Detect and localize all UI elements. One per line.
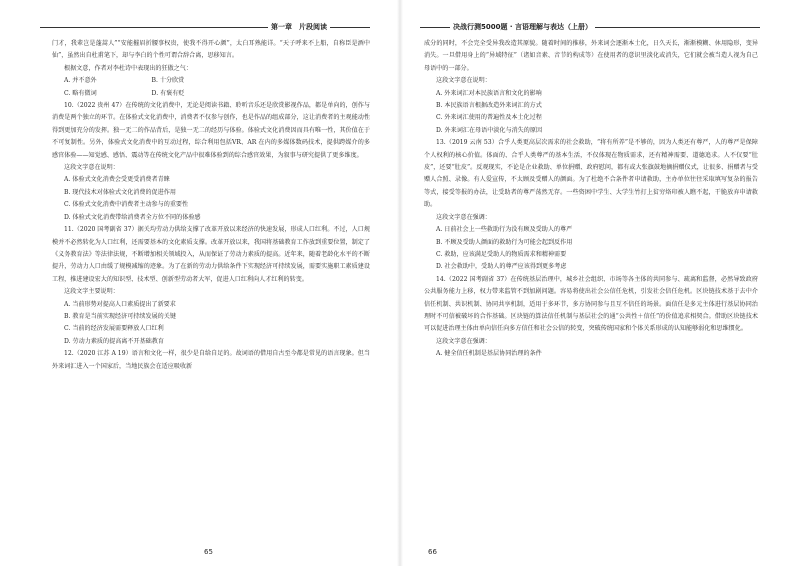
answer-option: B. 现代技术对体验式文化消费的促进作用 (64, 188, 176, 196)
answer-option: A. 日前社会上一些救助行为没有顾及受助人的尊严 (436, 226, 573, 234)
chapter-title: 第一章 片段阅读 (271, 23, 327, 31)
header-rule-left (40, 27, 268, 28)
paragraph: 这段文字意在强调： (436, 337, 491, 345)
page-body (52, 38, 370, 538)
answer-option: A. 外来词汇对本民族语言和文化的影响 (436, 89, 542, 97)
answer-option: C. 外来词汇使用的普遍性及本土化过程 (436, 114, 542, 122)
answer-option: C. 体验式文化消费中消费者主动参与的重要性 (64, 201, 189, 209)
header-rule-right (330, 27, 370, 28)
answer-option: A. 健全信任机制是基层协同治理的条件 (436, 350, 542, 358)
page-number: 66 (428, 548, 437, 556)
answer-option: A. 当前形势对提高人口素质提出了新要求 (64, 300, 176, 308)
answer-option: C. 略有微词 D. 有褒有贬 (64, 89, 185, 97)
answer-option: C. 救助，应该满足受助人的物质需求和精神需要 (436, 250, 567, 258)
right-page (400, 0, 800, 566)
page-header (420, 20, 760, 34)
paragraph: 门才，我辈岂是蓬蒿人”“安能摧眉折腰事权贵，使我不得开心颜”，太白耳熟能详。“天子呼来不上船，自称臣是酒中仙”，虽然出自杜甫笔下，却与李白的个性可谓合辞合离，思移知言。 (52, 40, 370, 60)
paragraph: 成分的同时，不会完全受异我改造其原貌。随着时间的推移，外来词会逐渐本土化，日久天长，渐渐模糊、休用隐形，变异消失。一旦借用身上的“异域特征”（诸如音素、音节的构成等）在使用者的意识里淡化或消失，它们就会被当造人视为自己母语中的一部分。 (424, 40, 758, 72)
paragraph: 这段文字主要说明： (64, 288, 119, 296)
page-header (40, 20, 370, 34)
answer-option: A. 体验式文化消费会受更受消费者青睐 (64, 176, 170, 184)
answer-option: D. 体验式文化消费带给消费者全方位不同的体验感 (64, 213, 201, 221)
paragraph: 14.（2022 国考副省 37）在传统基层治理中，城乡社会组织、市场等各主体的共同参与、疏离和监督，必然导致政府公共服务能力上移，权力带来监管不到加剧问题。容易将使出社会公信任危机，引发社会信任危机。区块链技术基于去中介信任机制、共识机制、协同共享机制，适用于多环节，多方协同参与且互不信任的场景。面信任是多元主体进行基层协同治理时不可信被破坏的合作基础。区块链的算法信任机制与基层社会的通“公共性＋信任”的价值追求相契合。借助区块链技术可以促进治理主体由单向信任向多方信任和社会公信的转变，突破传统国家和个体关系形成的认知能够弱化和思维惯化。 (424, 275, 758, 333)
paragraph: 12.（2020 江苏 A 19）语言和文化一样，很少是自给自足的。故词语的借用自古至今都是常见的语言现象。但当外来词汇进入一个国家后，当地民族会在适应吸收新 (52, 350, 370, 370)
answer-option: B. 教育是当前实现经济可持续发展的关键 (64, 312, 176, 320)
page-body (424, 38, 758, 538)
header-rule-right (595, 27, 760, 28)
page-number: 65 (204, 548, 213, 556)
header-rule-left (420, 27, 450, 28)
paragraph: 这段文字意在说明： (436, 77, 491, 85)
paragraph: 13.（2019 云南 53）合乎人类更高层次需求的社会救助，“将有所养”是不够的，因为人类还有尊严，人的尊严是保障个人权利的核心价值。体面的、合乎人类尊严的基本生活，不仅体现在物质需求，还有精神需要、道德追求。人不仅要“肚皮”，还要“肚皮”。反观现实，不论是企业救助、单位捐赠、政府慰问，都有或大张旗鼓地摘捐赠仪式，让很多、捐赠者与受赠人合照、录像。有人爱宣传，不太顾及受赠人的颜面。为了杜绝不合条件者申请救助，主办单位往往采取填写复杂的报告等式，接受等报的办法，让受助者的尊严荡然无存。一些资困中学生、大学生竹打上贫穷烙印被人瞧不起，干脆放弃申请救助。 (424, 139, 758, 209)
answer-option: C. 当前的经济发展需要释放人口红利 (64, 325, 164, 333)
answer-option: D. 劳动力素质的提高离不开基础教育 (64, 337, 164, 345)
answer-option: D. 外来词汇在母语中淡化与消失的原因 (436, 126, 543, 134)
paragraph: 11.（2020 国考副省 37）据关均劳动力供给支撑了改革开放以来经济的快速发展，形成人口红利。不过，人口规模并不必然转化为人口红利，还需要基本的文化素质支撑。改革开放以来，我国将基础教育工作放到重要位置，制定了《义务教育法》等法律法规，不断增加相关领域投入，从而保证了劳动力素质的提高。近年来，随着老龄化水平的不断提升，劳动力人口由缓了规模减缩的迹象。为了在新的劳动力供给条件下实现经济可持续发展，需要实施职工素质建设工程，推进建设宏大的知识型、技术型、创新型劳动者大军，促进人口红利向人才红利的转变。 (52, 226, 370, 283)
answer-option: B. 本民族语言根据改造外来词汇的方式 (436, 102, 542, 110)
answer-option: A. 并不意外 B. 十分欣赏 (64, 77, 185, 85)
paragraph: 这段文字意在强调： (436, 213, 491, 221)
paragraph: 根据文意，作者对李杜诗中表现出的狂傲之气： (64, 64, 192, 72)
paragraph: 10.（2022 贵州 47）在传统的文化消费中，无论是阅读书籍、聆听音乐还是欣赏影视作品，都是单向的，创作与消费是两个独立的环节。在体验式文化消费中，消费者不仅参与创作，也是作品的组成部分，这让消费者的主观能动性得到更加充分的发挥。独一无二的作品背后，是独一无二的经历与体验。体验式文化消费因而具有唯一性，其价值在于不可复制性。另外，体验式文化消费中的互动过程，综合利用包括VR、AR 在内的多媒体数码技术，提供跨媒介的多感官体验——知觉感、感悟、震动等在传统文化产品中很难体验到的综合感官效果，为叙事与研究提供了更多维度。 (52, 102, 370, 159)
answer-option: D. 社会救助中，受助人的尊严应该得到更多考虑 (436, 263, 567, 271)
book-title: 决战行测5000题 · 言语理解与表达（上册） (453, 23, 593, 31)
answer-option: B. 不顾及受助人颜面的救助行为可能会起到反作用 (436, 238, 573, 246)
paragraph: 这段文字意在说明： (64, 164, 119, 172)
